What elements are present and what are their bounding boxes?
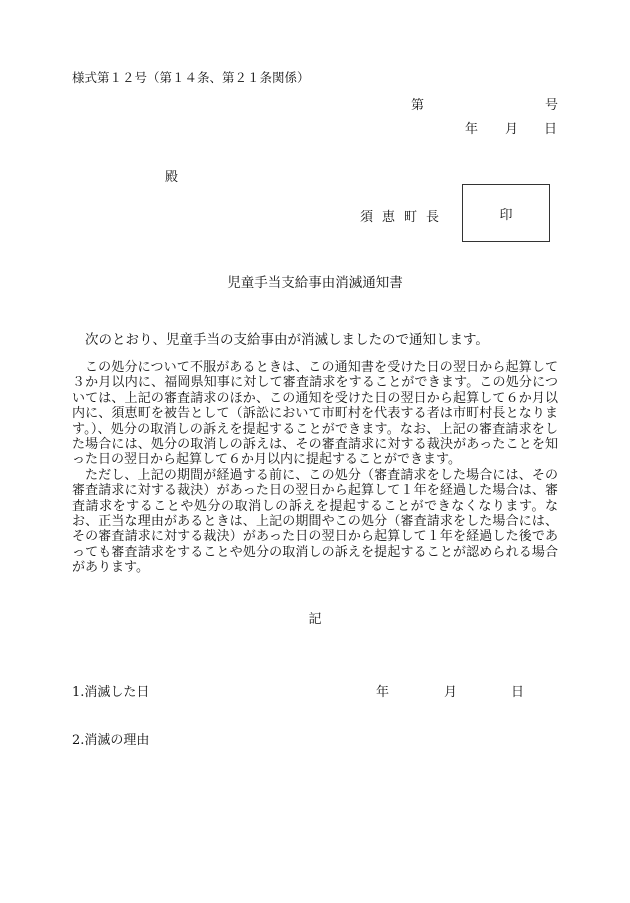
document-number-suffix: 号 (545, 98, 559, 113)
item-1-year: 年 (376, 685, 390, 700)
item-1-month: 月 (444, 685, 458, 700)
appeal-notice-body (72, 360, 558, 576)
appeal-paragraph-2: ただし、上記の期間が経過する前に、この処分（審査請求をした場合には、その審査請求に対する裁決）があった日の翌日から起算して１年を経過した場合は、審査請求をすることや処分の取消しの訴えを提起することができなくなります。なお、正当な理由があるときは、上記の期間やこの処分（審査請求をした場合には、その審査請求に対する裁決）があった日の翌日から起算して１年を経過した後であっても審査請求をすることや処分の取消しの訴えを提起することが認められる場合があります。 (72, 467, 558, 576)
seal-label: 印 (499, 207, 513, 223)
item-1-label: 1.消滅した日 (72, 685, 150, 700)
issue-date-day: 日 (544, 122, 558, 137)
issuer-name: 須恵町長 (360, 210, 449, 225)
form-number-label: 様式第１２号（第１４条、第２１条関係） (72, 70, 310, 85)
addressee-honorific: 殿 (165, 170, 179, 185)
document-number-prefix: 第 (411, 98, 425, 113)
issue-date-month: 月 (505, 122, 519, 137)
issue-date-year: 年 (465, 122, 479, 137)
intro-text: 次のとおり、児童手当の支給事由が消滅しましたので通知します。 (85, 332, 489, 348)
item-1-day: 日 (511, 685, 525, 700)
document-title: 児童手当支給事由消滅通知書 (227, 275, 403, 291)
item-2-label: 2.消滅の理由 (72, 733, 150, 748)
appeal-paragraph-1: この処分について不服があるときは、この通知書を受けた日の翌日から起算して３か月以内に、福岡県知事に対して審査請求をすることができます。この処分については、上記の審査請求のほか、この通知を受けた日の翌日から起算して６か月以内に、須恵町を被告として（訴訟において市町村を代表する者は市町村長となります。）、処分の取消しの訴えを提起することができます。なお、上記の審査請求をした場合には、処分の取消しの訴えは、その審査請求に対する裁決があったことを知った日の翌日から起算して６か月以内に提起することができます。 (72, 360, 558, 468)
ki-heading: 記 (308, 612, 322, 627)
seal-box (462, 184, 550, 242)
